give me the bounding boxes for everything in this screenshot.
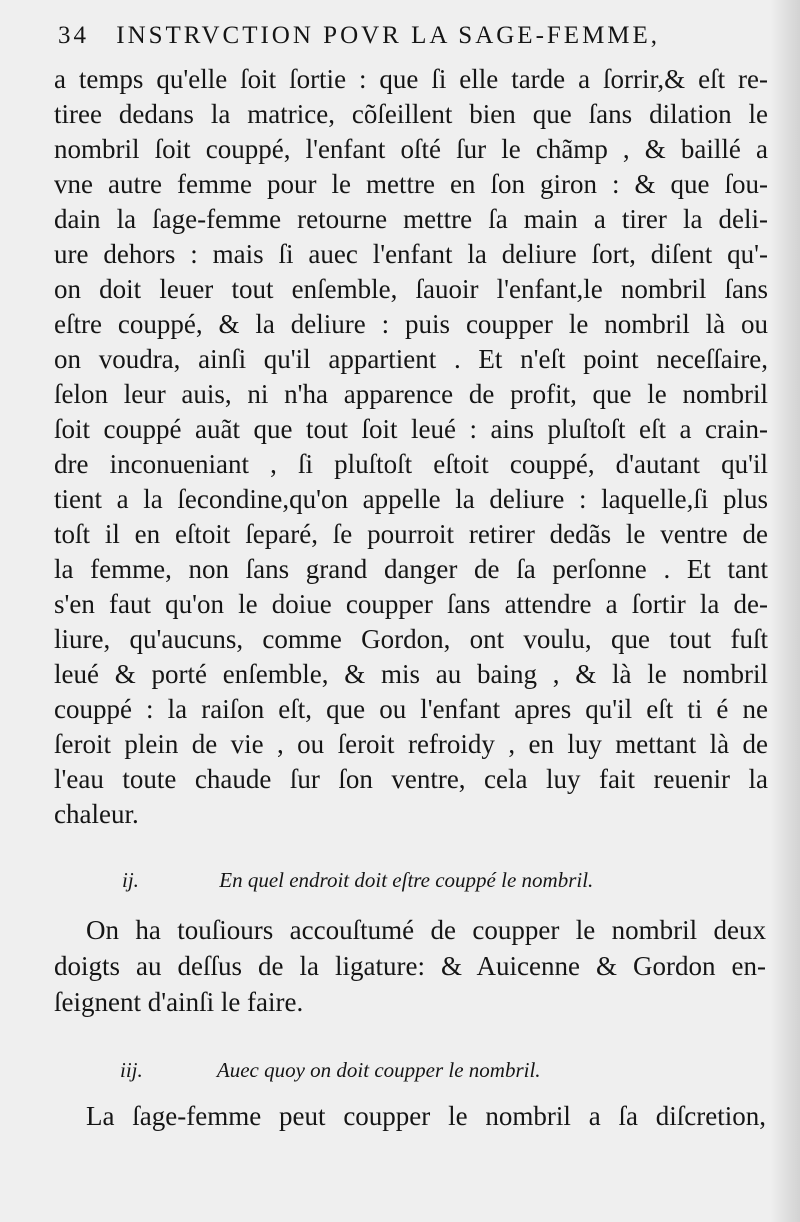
text-line: ſeroit plein de vie , ou ſeroit refroidy , en luy mettant là de <box>54 729 768 759</box>
page-number: 34 <box>58 22 89 49</box>
text-line: On ha touſiours accouſtumé de coupper le nombril deux <box>86 915 766 945</box>
text-line: vne autre femme pour le mettre en ſon giron : & que ſou- <box>54 169 768 199</box>
text-line: dre inconueniant , ſi pluſtoſt eſtoit couppé, d'autant qu'il <box>54 449 768 479</box>
text-line: a temps qu'elle ſoit ſortie : que ſi elle tarde a ſorrir,& eſt re- <box>54 64 768 94</box>
text-line: liure, qu'aucuns, comme Gordon, ont voulu, que tout fuſt <box>54 624 768 654</box>
paragraph-3 <box>86 1098 766 1133</box>
running-title: INSTRVCTION POVR LA SAGE-FEMME, <box>116 22 661 49</box>
text-line: La ſage-femme peut coupper le nombril a ſa diſcretion, <box>86 1101 766 1131</box>
text-line: on voudra, ainſi qu'il appartient . Et n'eſt point neceſſaire, <box>54 344 768 374</box>
text-line: nombril ſoit couppé, l'enfant oſté ſur le chãmp , & baillé a <box>54 134 768 164</box>
text-line: ſoit couppé auãt que tout ſoit leué : ains pluſtoſt eſt a crain- <box>54 414 768 444</box>
paragraph-1 <box>54 62 768 832</box>
text-line: tient a la ſecondine,qu'on appelle la deliure : laquelle,ſi plus <box>54 484 768 514</box>
paragraph-2 <box>54 912 766 1020</box>
text-line: tiree dedans la matrice, cõſeillent bien que ſans dilation le <box>54 99 768 129</box>
section-heading-iij <box>120 1058 541 1083</box>
text-line: l'eau toute chaude ſur ſon ventre, cela luy fait reuenir la <box>54 764 768 794</box>
text-line: eſtre couppé, & la deliure : puis coupper le nombril là ou <box>54 309 768 339</box>
text-line: la femme, non ſans grand danger de ſa perſonne . Et tant <box>54 554 768 584</box>
text-line: s'en faut qu'on le doiue coupper ſans attendre a ſortir la de- <box>54 589 768 619</box>
section-title: Auec quoy on doit coupper le nombril. <box>216 1058 541 1082</box>
text-line: doigts au deſſus de la ligature: & Auicenne & Gordon en- <box>54 951 766 981</box>
text-line: ſeignent d'ainſi le faire. <box>54 987 304 1017</box>
text-line: ſelon leur auis, ni n'ha apparence de profit, que le nombril <box>54 379 768 409</box>
text-line: on doit leuer tout enſemble, ſauoir l'enfant,le nombril ſans <box>54 274 768 304</box>
section-numeral: ij. <box>122 868 139 892</box>
text-line: chaleur. <box>54 799 139 829</box>
text-line: dain la ſage-femme retourne mettre ſa main a tirer la deli- <box>54 204 768 234</box>
text-line: toſt il en eſtoit ſeparé, ſe pourroit retirer dedãs le ventre de <box>54 519 768 549</box>
section-numeral: iij. <box>120 1058 143 1082</box>
running-header <box>58 22 758 50</box>
text-line: ure dehors : mais ſi auec l'enfant la deliure ſort, diſent qu'- <box>54 239 768 269</box>
text-line: couppé : la raiſon eſt, que ou l'enfant apres qu'il eſt ti é ne <box>54 694 768 724</box>
text-line: leué & porté enſemble, & mis au baing , & là le nombril <box>54 659 768 689</box>
section-title: En quel endroit doit eſtre couppé le nombril. <box>219 868 594 892</box>
section-heading-ij <box>122 868 593 893</box>
